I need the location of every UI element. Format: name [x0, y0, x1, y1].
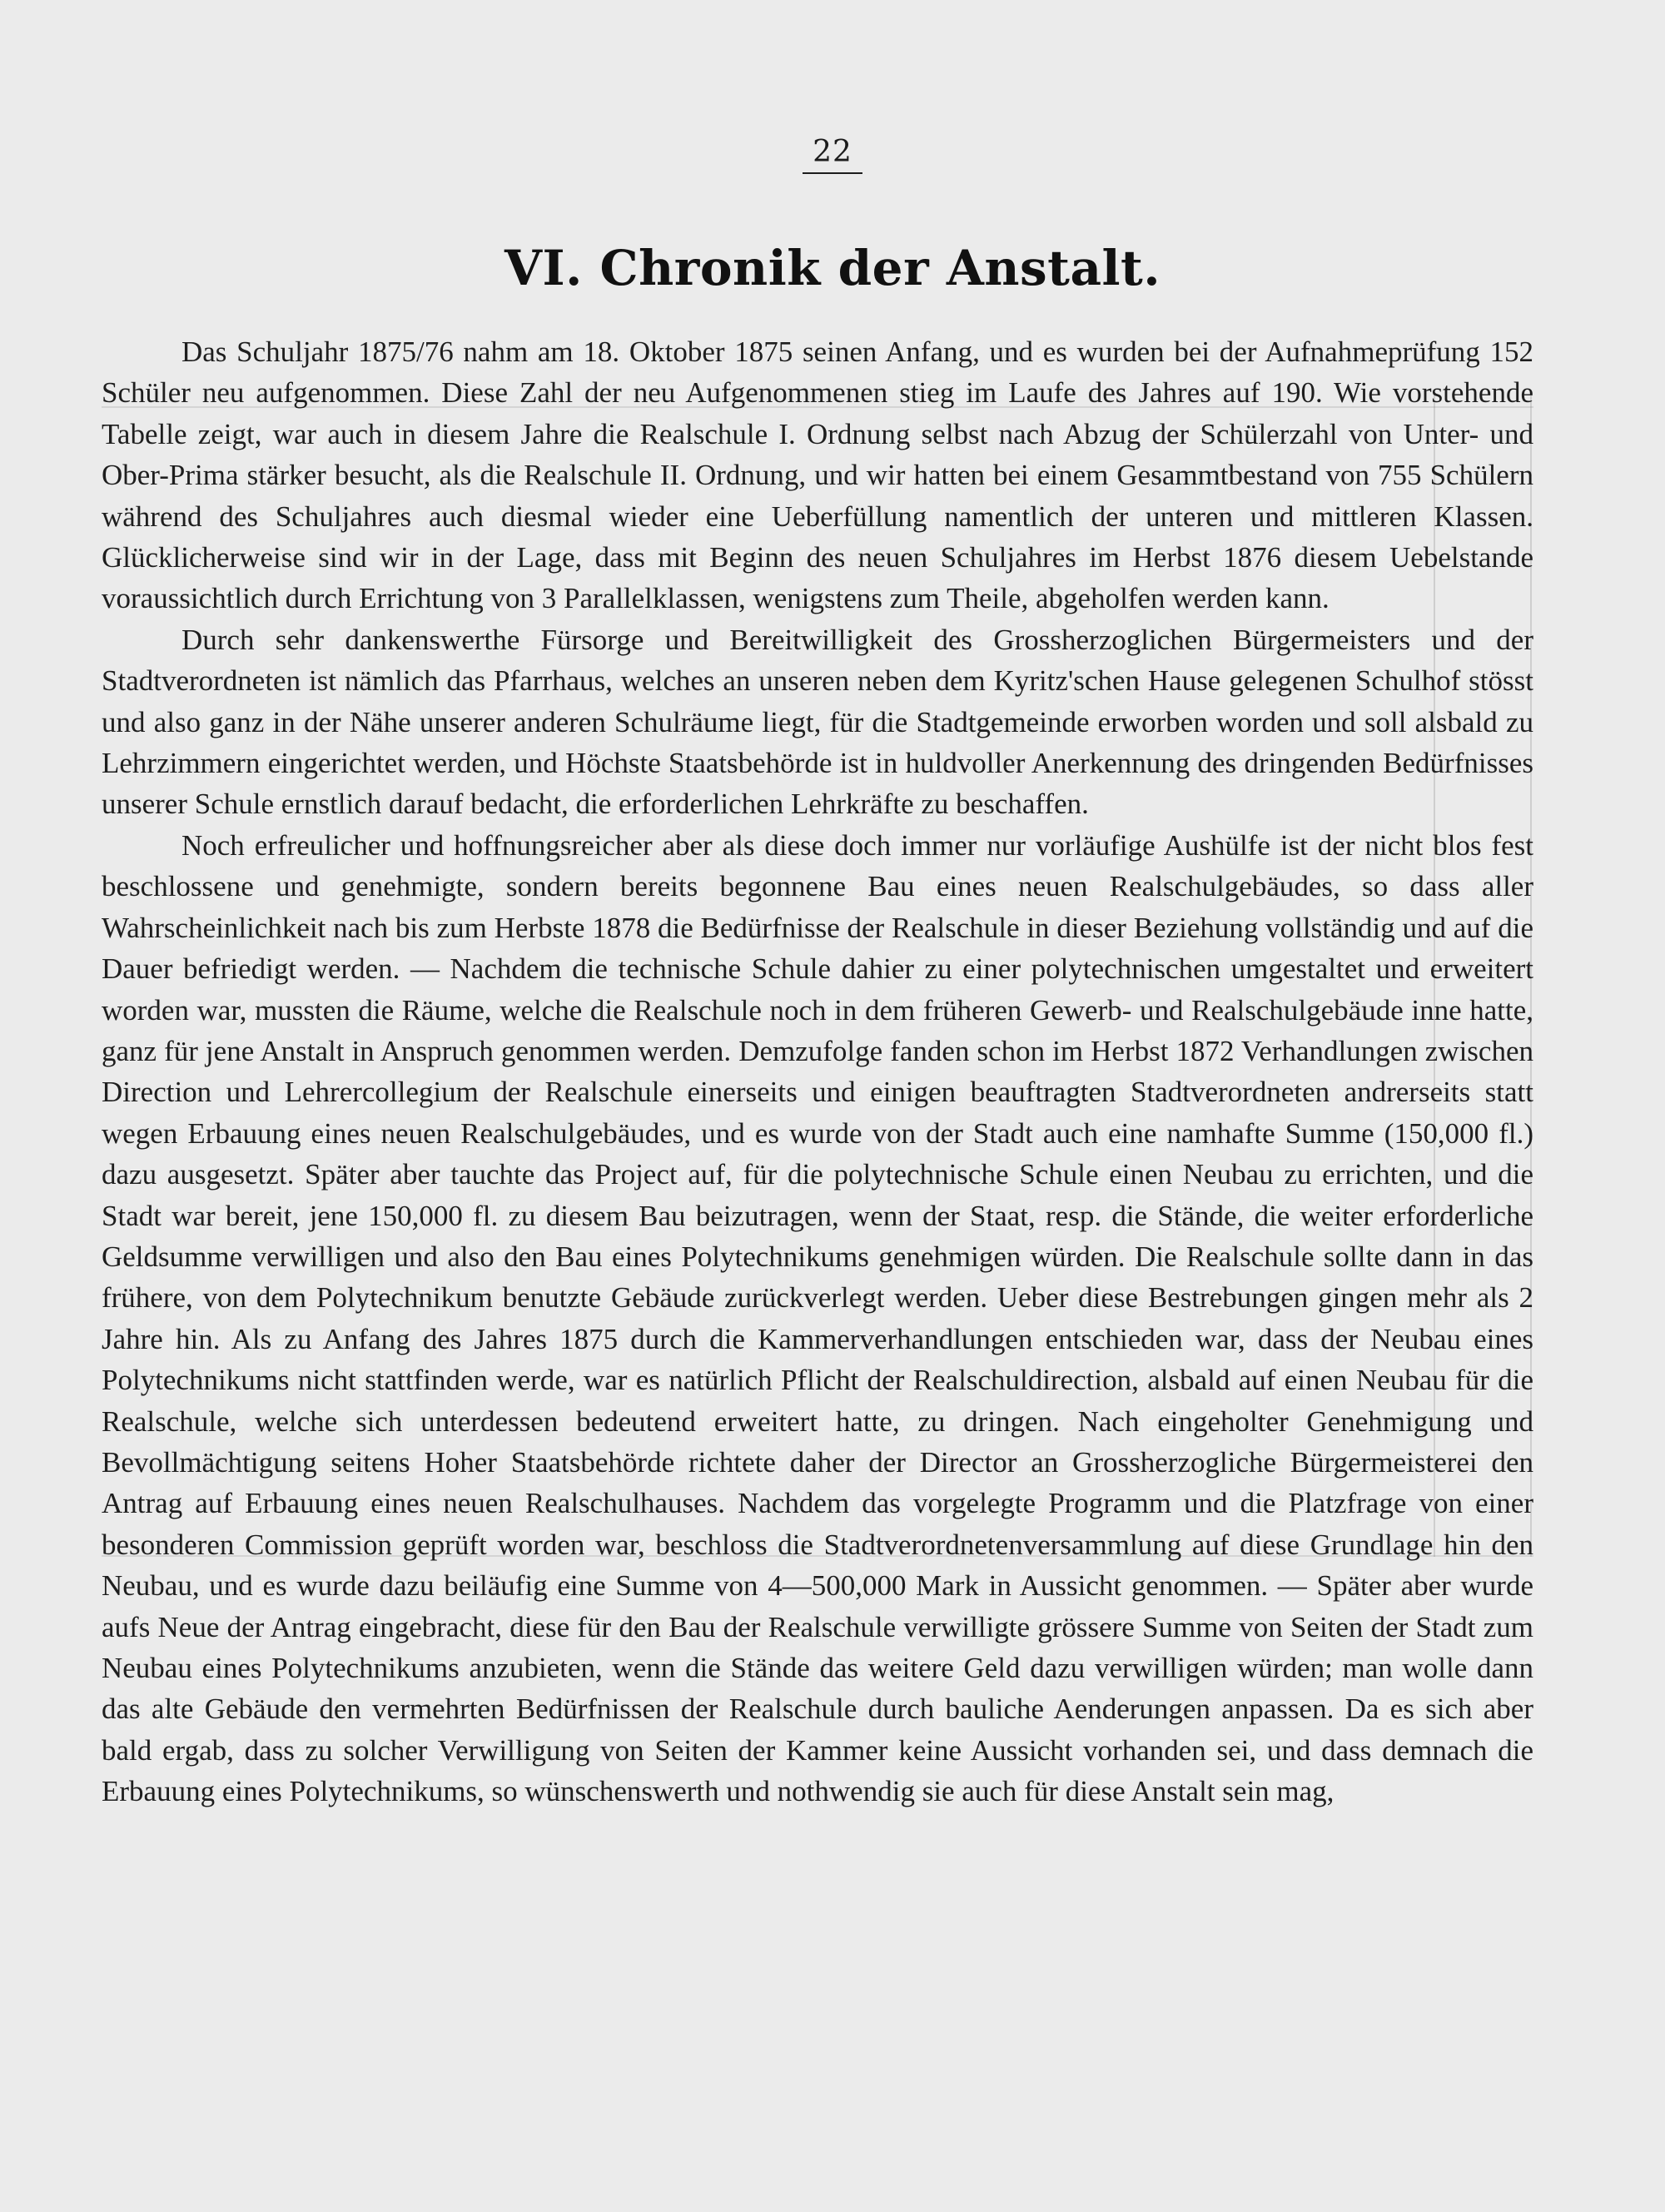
chapter-title: VI. Chronik der Anstalt.: [504, 240, 1161, 296]
paragraph: Durch sehr dankenswerthe Fürsorge und Bereitwilligkeit des Grossherzoglichen Bürgermeisters und der Stadtverordneten ist nämlich das Pfarrhaus, welches an unseren neben dem Kyritz'schen Hause gelegenen Schulhof stösst und also ganz in der Nähe unserer anderen Schulräume liegt, für die Stadtgemeinde erworben worden und soll alsbald zu Lehrzimmern eingerichtet werden, und Höchste Staatsbehörde ist in huldvoller Anerkennung des dringenden Bedürfnisses unserer Schule ernstlich darauf bedacht, die erforderlichen Lehrkräfte zu beschaffen.: [102, 623, 1533, 821]
paragraph: Das Schuljahr 1875/76 nahm am 18. Oktober 1875 seinen Anfang, und es wurden bei der Aufnahmeprüfung 152 Schüler neu aufgenommen. Diese Zahl der neu Aufgenommenen stieg im Laufe des Jahres auf 190. Wie vorstehende Tabelle zeigt, war auch in diesem Jahre die Realschule I. Ordnung selbst nach Abzug der Schülerzahl von Unter- und Ober-Prima stärker besucht, als die Realschule II. Ordnung, und wir hatten bei einem Gesammtbestand von 755 Schülern während des Schuljahres auch diesmal wieder eine Ueberfüllung namentlich der unteren und mittleren Klassen. Glücklicherweise sind wir in der Lage, dass mit Beginn des neuen Schuljahres im Herbst 1876 diesem Uebelstande voraussichtlich durch Errichtung von 3 Parallelklassen, wenigstens zum Theile, abgeholfen werden kann.: [102, 336, 1533, 615]
paragraph: Noch erfreulicher und hoffnungsreicher aber als diese doch immer nur vorläufige Aushülfe ist der nicht blos fest beschlossene und genehmigte, sondern bereits begonnene Bau eines neuen Realschulgebäudes, so dass aller Wahrscheinlichkeit nach bis zum Herbste 1878 die Bedürfnisse der Realschule in dieser Beziehung vollständig und auf die Dauer befriedigt werden. — Nachdem die technische Schule dahier zu einer polytechnischen umgestaltet und erweitert worden war, mussten die Räume, welche die Realschule noch in dem früheren Gewerb- und Realschulgebäude inne hatte, ganz für jene Anstalt in Anspruch genommen werden. Demzufolge fanden schon im Herbst 1872 Verhandlungen zwischen Direction und Lehrercollegium der Realschule einerseits und einigen beauftragten Stadtverordneten andrerseits statt wegen Erbauung eines neuen Realschulgebäudes, und es wurde von der Stadt auch eine namhafte Summe (150,000 fl.) dazu ausgesetzt. Später aber tauchte das Project auf, für die polytechnische Schule einen Neubau zu errichten, und die Stadt war bereit, jene 150,000 fl. zu diesem Bau beizutragen, wenn der Staat, resp. die Stände, die weiter erforderliche Geldsumme verwilligen und also den Bau eines Polytechnikums genehmigen würden. Die Realschule sollte dann in das frühere, von dem Polytechnikum benutzte Gebäude zurückverlegt werden. Ueber diese Bestrebungen gingen mehr als 2 Jahre hin. Als zu Anfang des Jahres 1875 durch die Kammerverhandlungen entschieden war, dass der Neubau eines Polytechnikums nicht stattfinden werde, war es natürlich Pflicht der Realschuldirection, alsbald auf einen Neubau für die Realschule, welche sich unterdessen bedeutend erweitert hatte, zu dringen. Nach eingeholter Genehmigung und Bevollmächtigung seitens Hoher Staatsbehörde richtete daher der Director an Grossherzogliche Bürgermeisterei den Antrag auf Erbauung eines neuen Realschulhauses. Nachdem das vorgelegte Programm und die Platzfrage von einer besonderen Commission geprüft worden war, beschloss die Stadtverordnetenversammlung auf diese Grundlage hin den Neubau, und es wurde dazu beiläufig eine Summe von 4—500,000 Mark in Aussicht genommen. — Später aber wurde aufs Neue der Antrag eingebracht, diese für den Bau der Realschule verwilligte grössere Summe von Seiten der Stadt zum Neubau eines Polytechnikums anzubieten, wenn die Stände das weitere Geld dazu verwilligen würden; man wolle dann das alte Gebäude den vermehrten Bedürfnissen der Realschule durch bauliche Aenderungen anpassen. Da es sich aber bald ergab, dass zu solcher Verwilligung von Seiten der Kammer keine Aussicht vorhanden sei, und dass demnach die Erbauung eines Polytechnikums, so wünschenswerth und nothwendig sie auch für diese Anstalt sein mag,: [102, 828, 1533, 1808]
page-number: [0, 135, 1665, 169]
body-text: [102, 331, 1533, 1812]
page-number-text: 22: [803, 135, 862, 174]
